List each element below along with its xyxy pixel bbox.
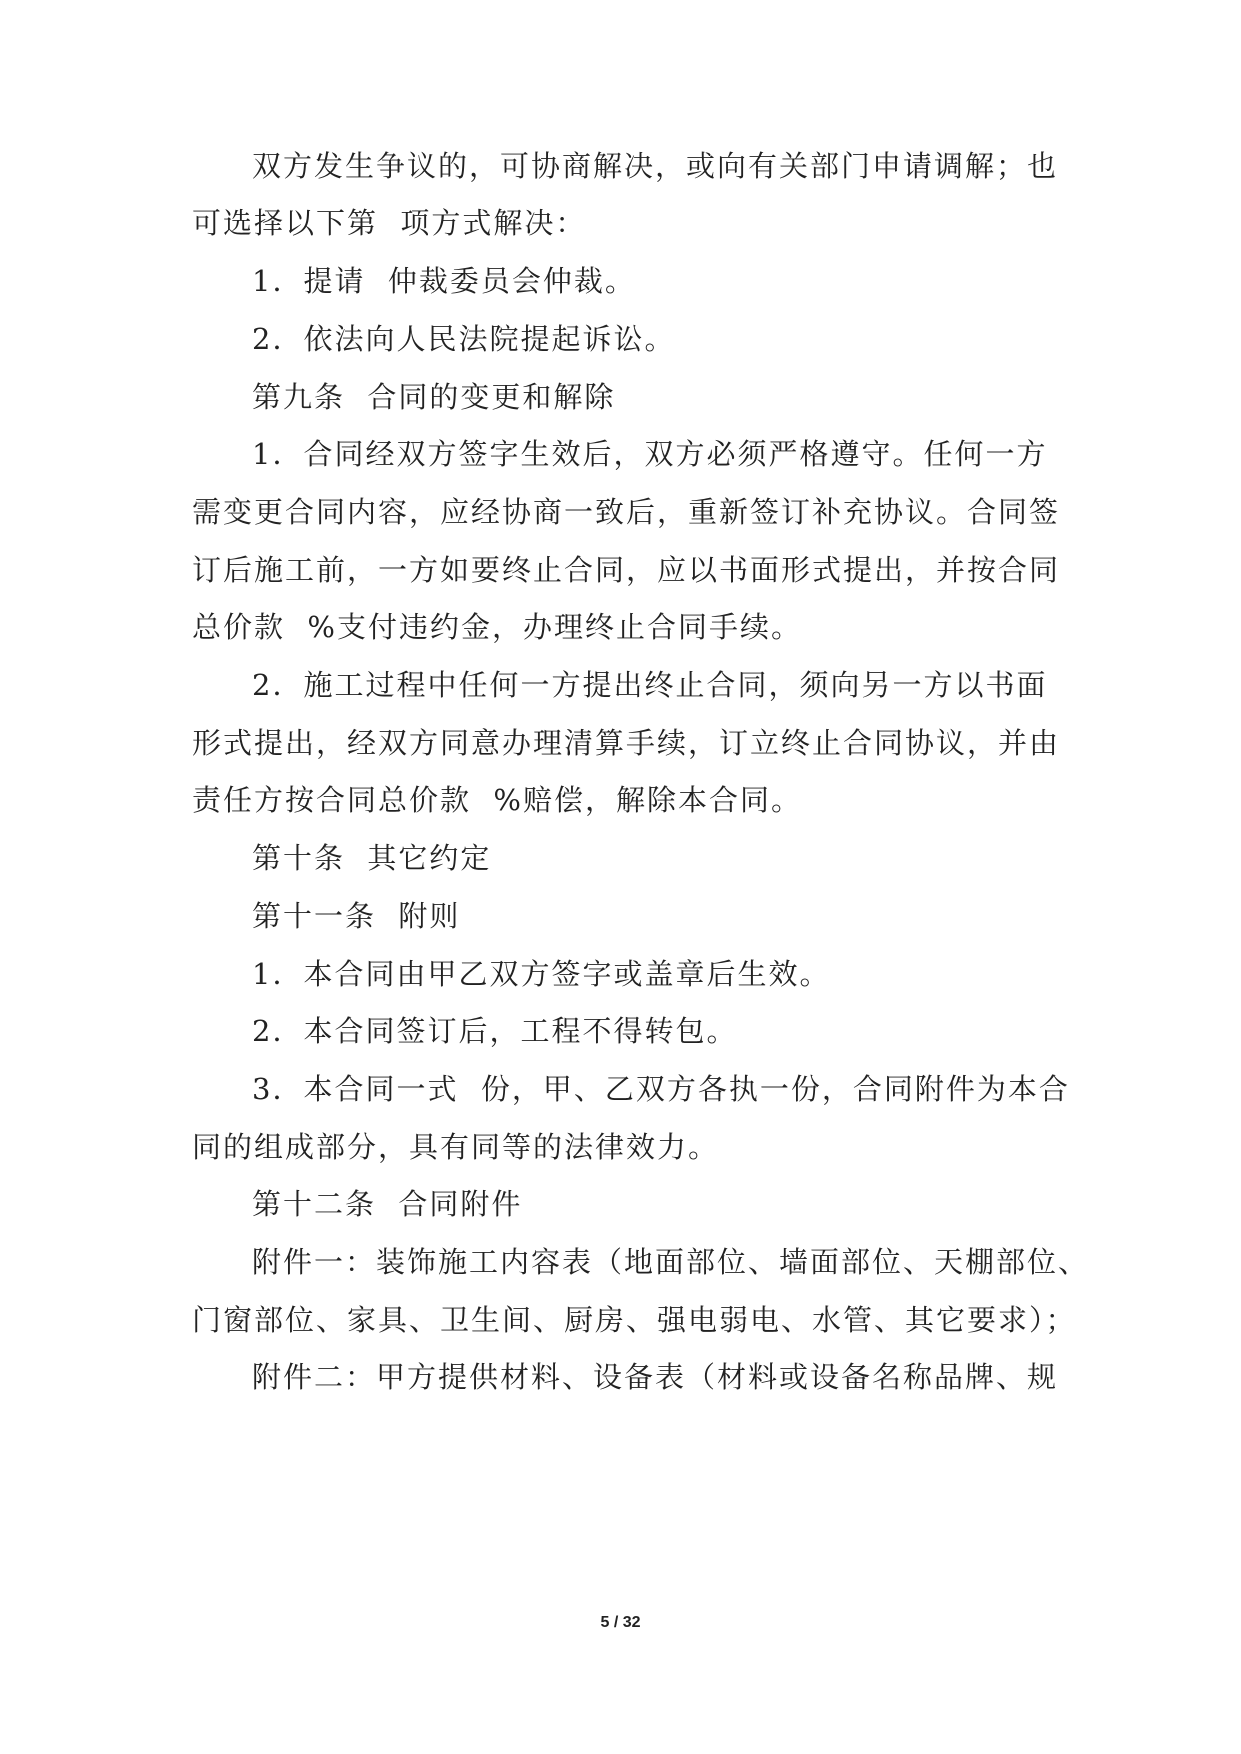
- paragraph-line: 附件二：甲方提供材料、设备表（材料或设备名称品牌、规: [252, 1360, 1059, 1394]
- page-number: 5 / 32: [600, 1614, 641, 1631]
- list-item: 1．提请 仲裁委员会仲裁。: [252, 264, 636, 298]
- list-item: 2．依法向人民法院提起诉讼。: [252, 322, 676, 356]
- paragraph-line: 可选择以下第 项方式解决：: [192, 206, 587, 240]
- paragraph-line: 订后施工前，一方如要终止合同，应以书面形式提出，并按合同: [192, 553, 1061, 587]
- paragraph-line: 附件一：装饰施工内容表（地面部位、墙面部位、天棚部位、: [252, 1245, 1090, 1279]
- section-heading: 第九条 合同的变更和解除: [252, 380, 616, 414]
- paragraph-line: 形式提出，经双方同意办理清算手续，订立终止合同协议，并由: [192, 726, 1061, 760]
- paragraph-line: 双方发生争议的，可协商解决，或向有关部门申请调解；也: [252, 149, 1059, 183]
- paragraph-line: 同的组成部分，具有同等的法律效力。: [192, 1130, 720, 1164]
- list-item: 1．合同经双方签字生效后，双方必须严格遵守。任何一方: [252, 437, 1048, 471]
- list-item: 3．本合同一式 份，甲、乙双方各执一份，合同附件为本合: [252, 1072, 1070, 1106]
- paragraph-line: 总价款 %支付违约金，办理终止合同手续。: [192, 610, 802, 644]
- section-heading: 第十条 其它约定: [252, 841, 492, 875]
- paragraph-line: 责任方按合同总价款 %赔偿，解除本合同。: [192, 783, 802, 817]
- paragraph-line: 门窗部位、家具、卫生间、厨房、强电弱电、水管、其它要求）；: [192, 1303, 1077, 1337]
- paragraph-line: 需变更合同内容，应经协商一致后，重新签订补充协议。合同签: [192, 495, 1061, 529]
- section-heading: 第十二条 合同附件: [252, 1187, 523, 1221]
- list-item: 1．本合同由甲乙双方签字或盖章后生效。: [252, 957, 831, 991]
- list-item: 2．施工过程中任何一方提出终止合同，须向另一方以书面: [252, 668, 1048, 702]
- section-heading: 第十一条 附则: [252, 899, 461, 933]
- list-item: 2．本合同签订后，工程不得转包。: [252, 1014, 738, 1048]
